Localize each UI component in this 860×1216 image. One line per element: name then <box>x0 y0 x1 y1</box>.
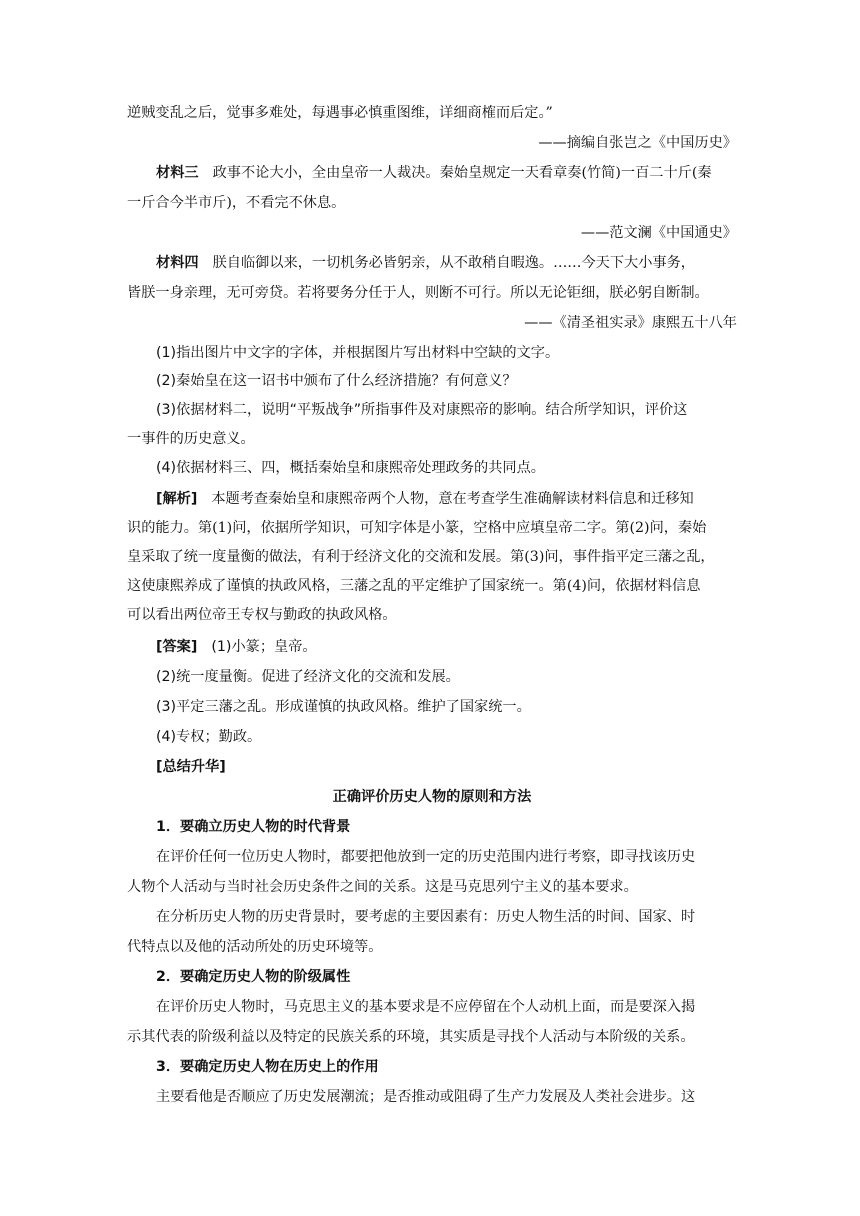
line-text: 逆贼变乱之后，觉事多难处，每遇事必慎重图维，详细商榷而后定。” <box>127 105 553 121</box>
line-text: 人物个人活动与当时社会历史条件之间的关系。这是马克思列宁主义的基本要求。 <box>127 879 638 895</box>
line-text: (3)平定三藩之乱。形成谨慎的执政风格。维护了国家统一。 <box>156 699 531 715</box>
line-text: (3)依据材料二，说明“平叛战争”所指事件及对康熙帝的影响。结合所学知识，评价这 <box>156 402 688 418</box>
line-text: ——《清圣祖实录》康熙五十八年 <box>524 315 737 331</box>
line-text: (1)小篆；皇帝。 <box>211 639 317 655</box>
text-line <box>127 1024 737 1050</box>
line-text: 代特点以及他的活动所处的历史环境等。 <box>127 939 383 955</box>
text-line <box>156 754 737 780</box>
line-text: 在评价历史人物时，马克思主义的基本要求是不应停留在个人动机上面，而是要深入揭 <box>156 999 696 1015</box>
line-text: 朕自临御以来，一切机务必皆躬亲，从不敢稍自暇逸。……今天下大小事务， <box>212 255 695 271</box>
line-text: 识的能力。第(1)问，依据所学知识，可知字体是小篆，空格中应填皇帝二字。第(2)问，秦始 <box>127 520 707 536</box>
line-text: 政事不论大小，全由皇帝一人裁决。秦始皇规定一天看章奏(竹简)一百二十斤(秦 <box>212 165 712 181</box>
text-line <box>127 874 737 900</box>
line-text: (4)专权；勤政。 <box>156 729 262 745</box>
text-line <box>127 310 737 336</box>
section-label: 材料三 <box>156 165 199 181</box>
text-line <box>127 934 737 960</box>
line-text: 3．要确定历史人物在历史上的作用 <box>156 1059 379 1075</box>
text-line <box>156 664 737 690</box>
line-text: ——范文澜《中国通史》 <box>580 225 737 241</box>
text-line <box>127 100 737 126</box>
text-line <box>156 1084 737 1110</box>
section-label: [答案] <box>156 639 198 655</box>
text-line <box>156 368 737 394</box>
text-line <box>127 280 737 306</box>
text-line <box>156 904 737 930</box>
line-text: (2)统一度量衡。促进了经济文化的交流和发展。 <box>156 669 460 685</box>
line-text: 皇采取了统一度量衡的做法，有利于经济文化的交流和发展。第(3)问，事件指平定三藩之乱， <box>127 549 715 565</box>
line-text: [总结升华] <box>156 759 226 775</box>
line-text: (4)依据材料三、四，概括秦始皇和康熙帝处理政务的共同点。 <box>156 460 545 476</box>
section-label: [解析] <box>156 491 198 507</box>
text-line <box>156 340 737 366</box>
text-line <box>156 397 737 423</box>
text-line <box>127 544 737 570</box>
text-line <box>156 844 737 870</box>
text-line <box>156 994 737 1020</box>
text-line <box>156 634 737 660</box>
text-line <box>156 964 737 990</box>
line-text: 一事件的历史意义。 <box>127 431 255 447</box>
line-text: 本题考查秦始皇和康熙帝两个人物，意在考查学生准确解读材料信息和迁移知 <box>211 491 694 507</box>
text-line <box>156 694 737 720</box>
text-line <box>156 455 737 481</box>
line-text: 1．要确立历史人物的时代背景 <box>156 819 351 835</box>
text-line <box>127 190 737 216</box>
line-text: 主要看他是否顺应了历史发展潮流；是否推动或阻碍了生产力发展及人类社会进步。这 <box>156 1089 696 1105</box>
text-line <box>127 220 737 246</box>
line-text: 示其代表的阶级利益以及特定的民族关系的环境，其实质是寻找个人活动与本阶级的关系。 <box>127 1029 695 1045</box>
line-text: 这使康熙养成了谨慎的执政风格，三藩之乱的平定维护了国家统一。第(4)问，依据材料信息 <box>127 578 701 594</box>
line-text: (1)指出图片中文字的字体，并根据图片写出材料中空缺的文字。 <box>156 345 560 361</box>
line-text: (2)秦始皇在这一诏书中颁布了什么经济措施？有何意义？ <box>156 373 517 389</box>
text-line <box>127 515 737 541</box>
line-text: 在评价任何一位历史人物时，都要把他放到一定的历史范围内进行考察，即寻找该历史 <box>156 849 696 865</box>
text-line <box>127 573 737 599</box>
text-line <box>156 1054 737 1080</box>
line-text: 在分析历史人物的历史背景时，要考虑的主要因素有：历史人物生活的时间、国家、时 <box>156 909 696 925</box>
text-line <box>156 250 737 276</box>
line-text: 2．要确定历史人物的阶级属性 <box>156 969 351 985</box>
line-text: ——摘编自张岂之《中国历史》 <box>538 135 737 151</box>
text-line <box>127 784 737 810</box>
text-line <box>156 724 737 750</box>
section-label: 材料四 <box>156 255 199 271</box>
text-line <box>127 426 737 452</box>
text-line <box>127 602 737 628</box>
text-line <box>156 160 737 186</box>
line-text: 可以看出两位帝王专权与勤政的执政风格。 <box>127 607 397 623</box>
text-line <box>156 814 737 840</box>
line-text: 皆朕一身亲理，无可旁贷。若将要务分任于人，则断不可行。所以无论钜细，朕必躬自断制。 <box>127 285 709 301</box>
line-text: 正确评价历史人物的原则和方法 <box>332 789 532 805</box>
line-text: 一斤合今半市斤)，不看完不休息。 <box>127 195 346 211</box>
text-line <box>156 486 737 512</box>
text-line <box>127 130 737 156</box>
